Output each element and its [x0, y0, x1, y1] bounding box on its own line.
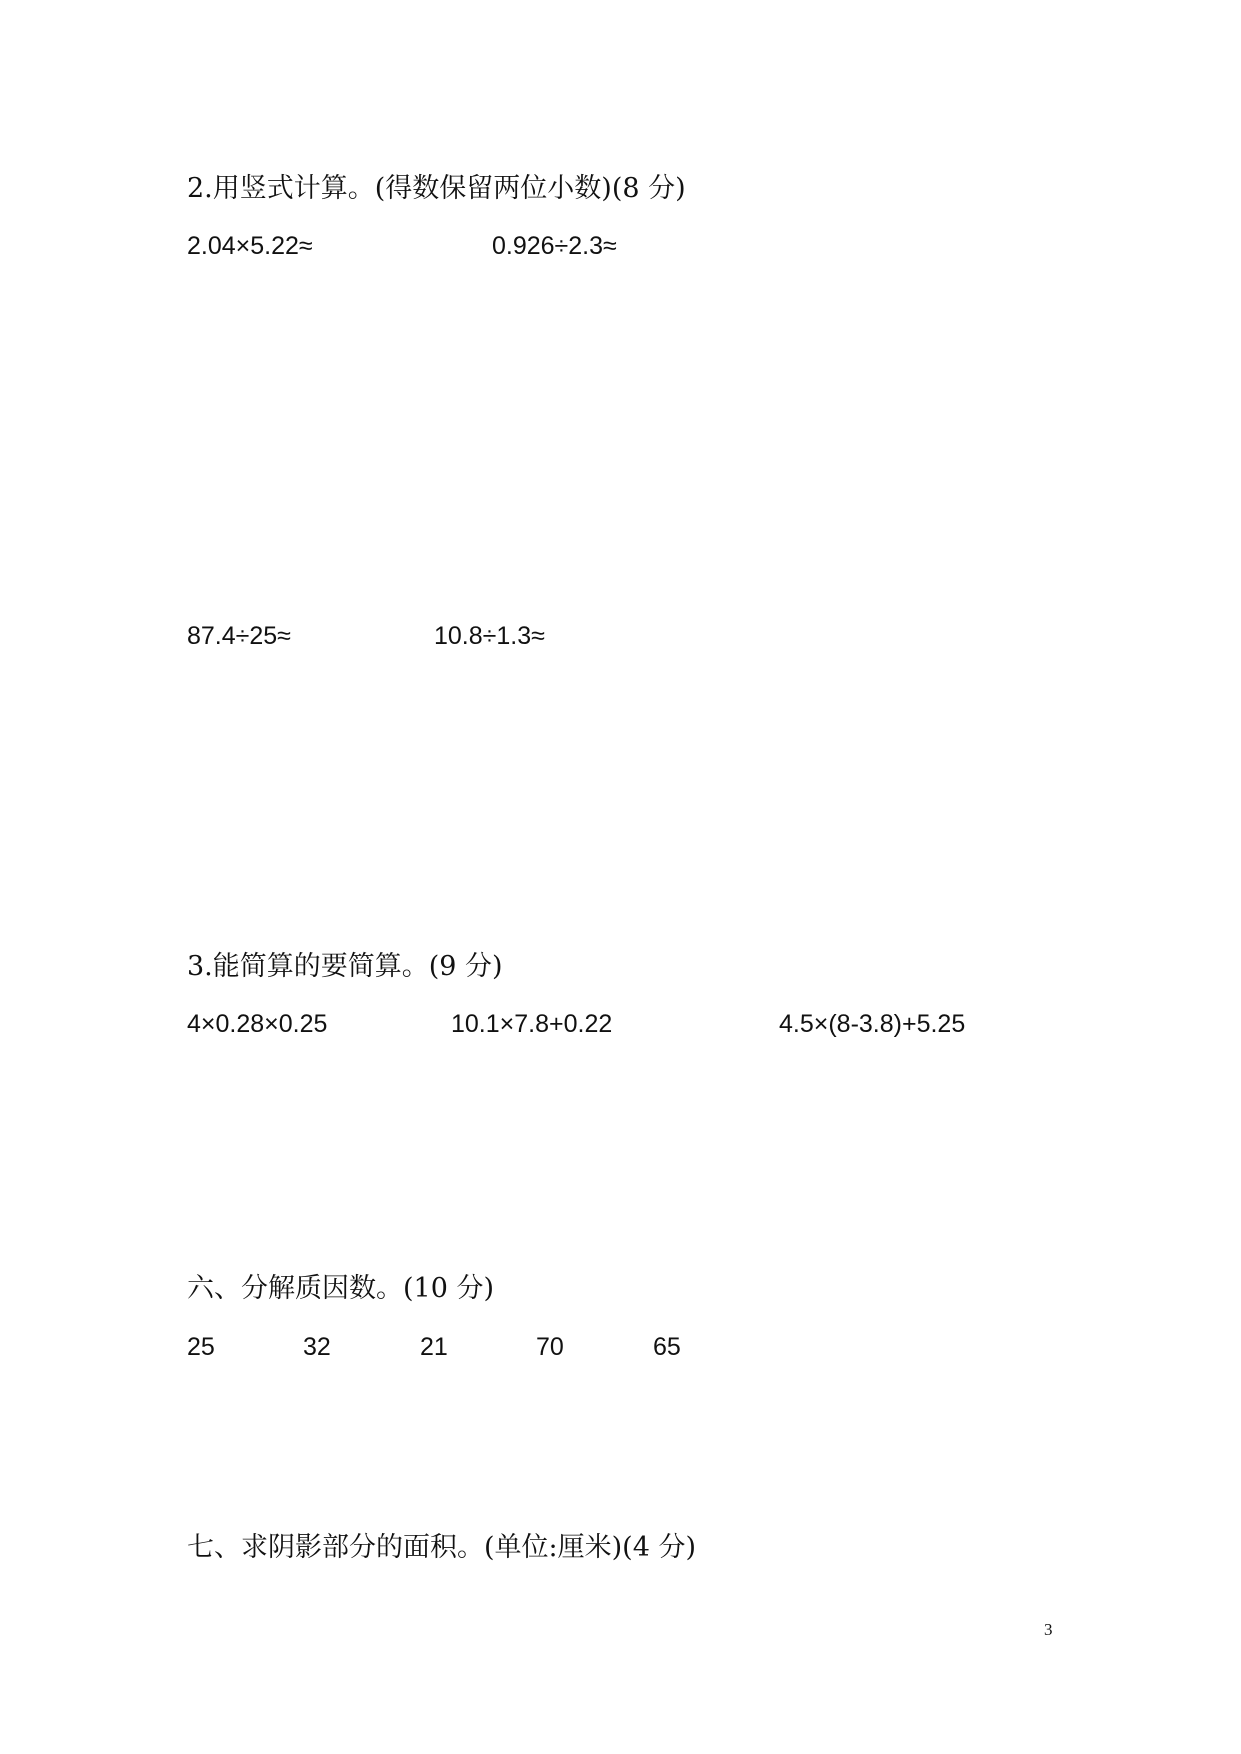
problem-3-2: 10.1×7.8+0.22	[451, 1010, 613, 1038]
number-32: 32	[303, 1333, 331, 1361]
number-21: 21	[420, 1333, 448, 1361]
problem-2-3: 87.4÷25≈	[187, 622, 291, 650]
page-number: 3	[1044, 1620, 1053, 1639]
problem-2-1: 2.04×5.22≈	[187, 232, 313, 260]
problem-3-1: 4×0.28×0.25	[187, 1010, 328, 1038]
section-6-title: 六、分解质因数。(10 分)	[187, 1273, 495, 1304]
number-65: 65	[653, 1333, 681, 1361]
problem-2-4: 10.8÷1.3≈	[434, 622, 545, 650]
section-2-title: 2.用竖式计算。(得数保留两位小数)(8 分)	[187, 173, 686, 204]
problem-2-2: 0.926÷2.3≈	[492, 232, 617, 260]
section-7-title: 七、求阴影部分的面积。(单位:厘米)(4 分)	[187, 1532, 696, 1563]
section-3-title: 3.能简算的要简算。(9 分)	[187, 951, 503, 982]
number-25: 25	[187, 1333, 215, 1361]
problem-3-3: 4.5×(8-3.8)+5.25	[779, 1010, 966, 1038]
number-70: 70	[536, 1333, 564, 1361]
